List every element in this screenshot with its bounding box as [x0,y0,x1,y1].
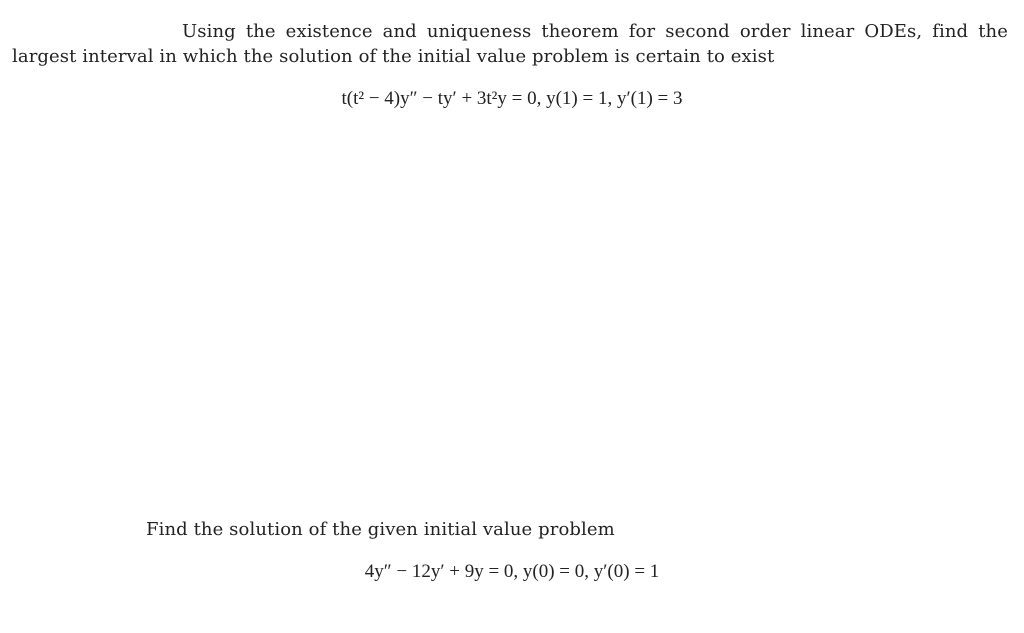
problem-2-equation: 4y″ − 12y′ + 9y = 0, y(0) = 0, y′(0) = 1 [364,561,660,582]
problem-2-statement: Find the solution of the given initial value problem [146,519,615,540]
problem-1-statement: Using the existence and uniqueness theorem for second order linear ODEs, find the largest interval in which the solution of the initial value problem is certain to exist [12,21,1008,67]
problem-1-equation: t(t² − 4)y″ − ty′ + 3t²y = 0, y(1) = 1, y′(1) = 3 [341,88,683,109]
